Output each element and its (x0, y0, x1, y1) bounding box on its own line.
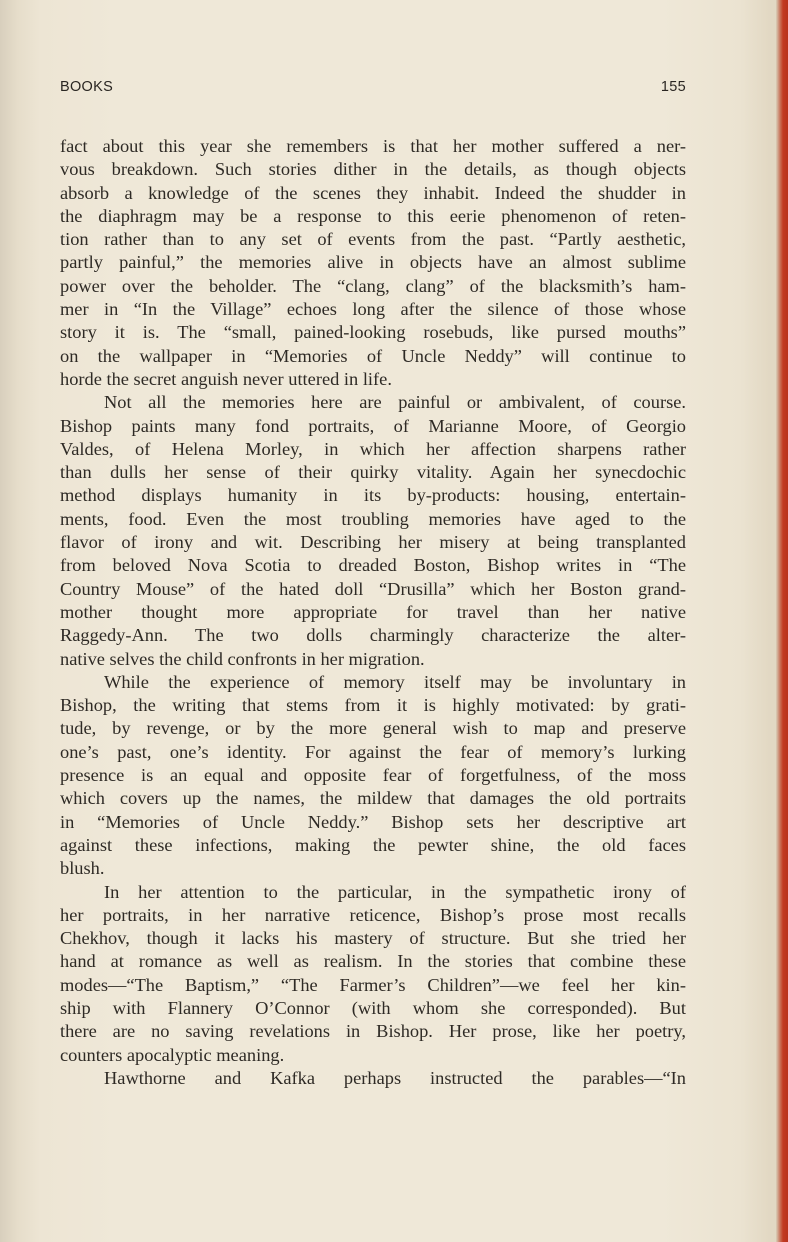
text-line: her portraits, in her narrative reticence, Bishop’s prose most recalls (60, 904, 686, 925)
text-line: on the wallpaper in “Memories of Uncle Neddy” will continue to (60, 345, 686, 366)
text-line: Country Mouse” of the hated doll “Drusilla” which her Boston grand- (60, 578, 686, 599)
text-line: than dulls her sense of their quirky vitality. Again her synecdochic (60, 462, 686, 483)
text-line: there are no saving revelations in Bishop. Her prose, like her poetry, (60, 1021, 686, 1042)
text-line: ments, food. Even the most troubling memories have aged to the (60, 508, 686, 529)
text-line: vous breakdown. Such stories dither in the details, as though objects (60, 159, 686, 180)
text-line: one’s past, one’s identity. For against the fear of memory’s lurking (60, 741, 686, 762)
text-line: presence is an equal and opposite fear of forgetfulness, of the moss (60, 765, 686, 786)
text-line: In her attention to the particular, in the sympathetic irony of (104, 881, 686, 902)
text-line: modes—“The Baptism,” “The Farmer’s Children”—we feel her kin- (60, 974, 686, 995)
text-line: Hawthorne and Kafka perhaps instructed the parables—“In (104, 1067, 686, 1088)
text-line: Not all the memories here are painful or ambivalent, of course. (104, 392, 686, 413)
text-line: flavor of irony and wit. Describing her misery at being transplanted (60, 532, 686, 553)
body-text (60, 135, 686, 1090)
text-line: mother thought more appropriate for travel than her native (60, 601, 686, 622)
text-line: absorb a knowledge of the scenes they inhabit. Indeed the shudder in (60, 182, 686, 203)
text-line: from beloved Nova Scotia to dreaded Boston, Bishop writes in “The (60, 555, 686, 576)
text-line: method displays humanity in its by-products: housing, entertain- (60, 485, 686, 506)
text-line: tude, by revenge, or by the more general wish to map and preserve (60, 718, 686, 739)
text-line: While the experience of memory itself may be involuntary in (104, 671, 686, 692)
text-line: Bishop paints many fond portraits, of Marianne Moore, of Georgio (60, 415, 686, 436)
text-line: horde the secret anguish never uttered in life. (60, 368, 392, 389)
text-line: power over the beholder. The “clang, clang” of the blacksmith’s ham- (60, 275, 686, 296)
text-line: fact about this year she remembers is that her mother suffered a ner- (60, 136, 686, 156)
text-line: partly painful,” the memories alive in objects have an almost sublime (60, 252, 686, 273)
text-line: mer in “In the Village” echoes long after the silence of those whose (60, 299, 686, 320)
text-line: Valdes, of Helena Morley, in which her affection sharpens rather (60, 438, 686, 459)
page-number: 155 (660, 79, 686, 95)
section-title: BOOKS (60, 79, 114, 95)
text-line: Raggedy-Ann. The two dolls charmingly characterize the alter- (60, 625, 686, 646)
text-line: tion rather than to any set of events from the past. “Partly aesthetic, (60, 229, 686, 250)
text-line: Bishop, the writing that stems from it is highly motivated: by grati- (60, 695, 686, 716)
text-line: hand at romance as well as realism. In the stories that combine these (60, 951, 686, 972)
text-line: counters apocalyptic meaning. (60, 1044, 285, 1065)
text-line: against these infections, making the pewter shine, the old faces (60, 834, 686, 855)
text-line: in “Memories of Uncle Neddy.” Bishop sets her descriptive art (60, 811, 686, 832)
text-line: native selves the child confronts in her migration. (60, 648, 425, 669)
text-line: story it is. The “small, pained-looking rosebuds, like pursed mouths” (60, 322, 686, 343)
text-line: blush. (60, 858, 105, 879)
text-line: which covers up the names, the mildew that damages the old portraits (60, 788, 686, 809)
text-line: the diaphragm may be a response to this eerie phenomenon of reten- (60, 205, 686, 226)
running-head (60, 79, 686, 99)
page-edge (776, 0, 788, 1242)
text-line: Chekhov, though it lacks his mastery of structure. But she tried her (60, 928, 686, 949)
text-line: ship with Flannery O’Connor (with whom she corresponded). But (60, 997, 686, 1018)
